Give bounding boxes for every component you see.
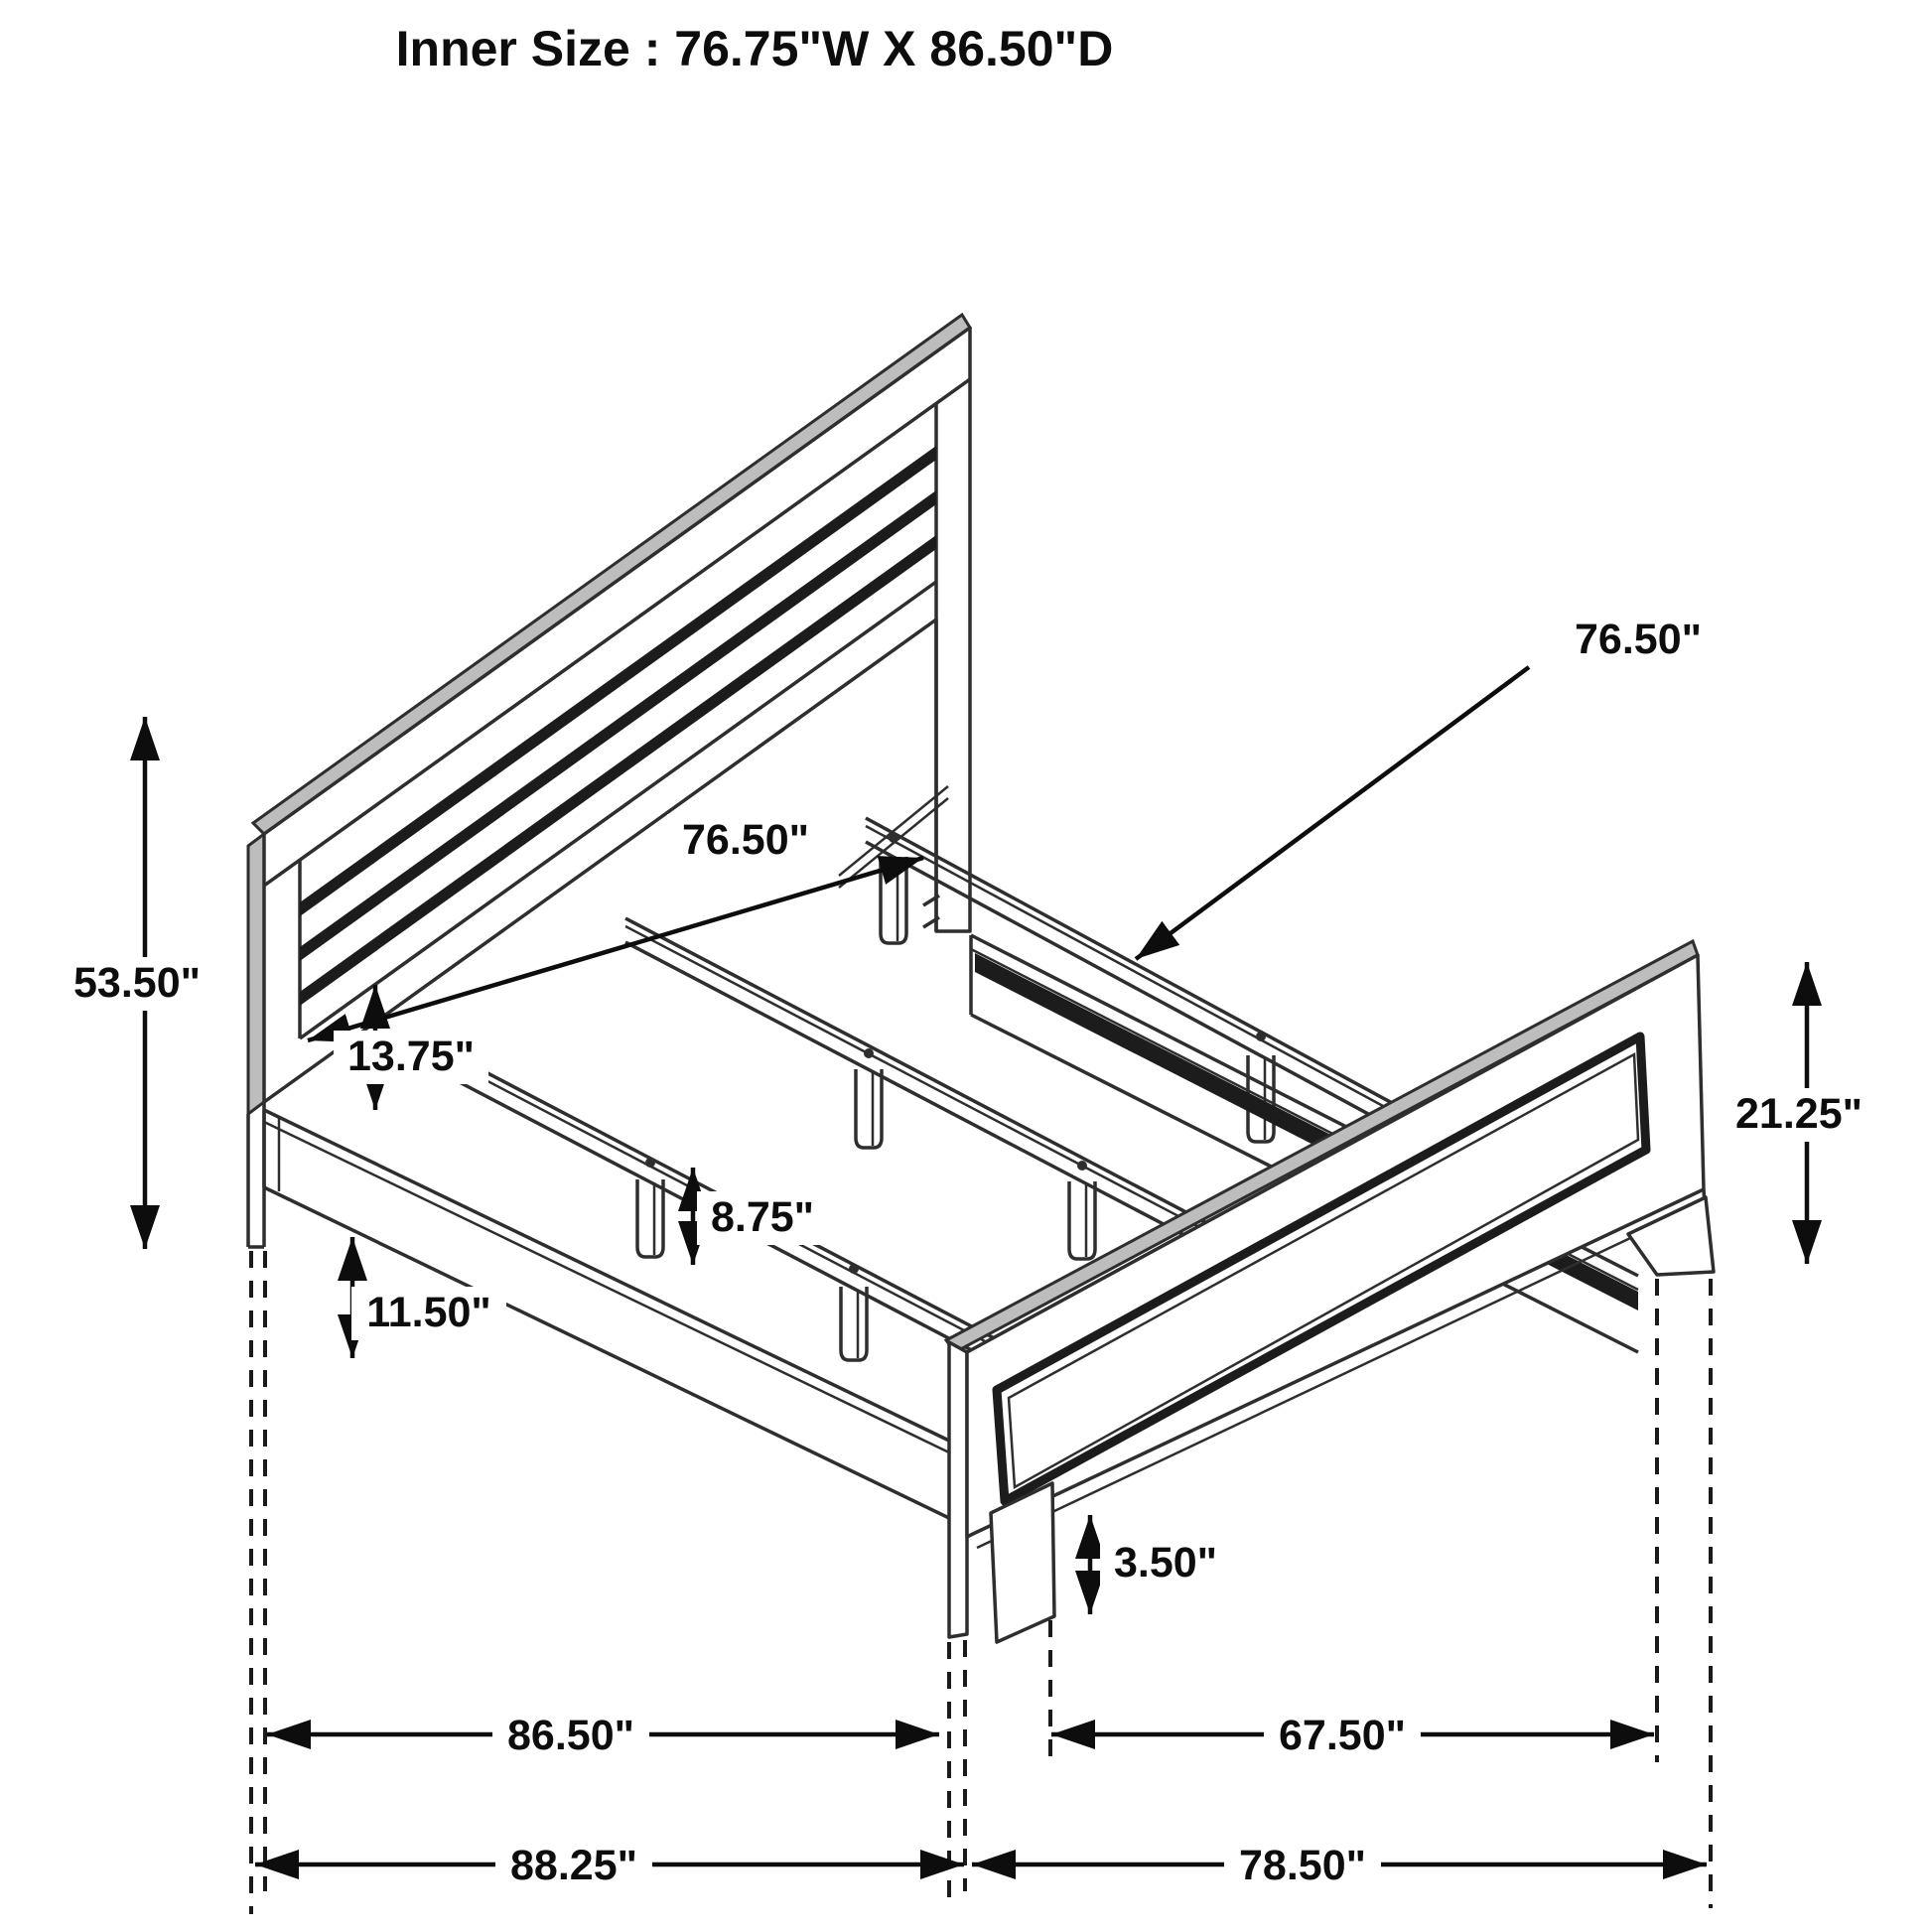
- footboard-foot-left: [991, 1483, 1054, 1642]
- dim-footboard-width-label: 78.50": [1239, 1842, 1366, 1889]
- rail-screw-dot: [849, 1264, 859, 1274]
- footboard-front-face: [967, 955, 1704, 1537]
- headboard-front-face: [264, 328, 970, 1102]
- dim-footboard-height: [1722, 962, 1876, 1264]
- dim-panel-to-rail-label: 13.75": [347, 1033, 475, 1080]
- footboard: [946, 941, 1714, 1642]
- support-leg: [841, 1287, 867, 1360]
- dim-rail-clearance: [351, 1237, 506, 1358]
- dim-footboard-height-label: 21.25": [1735, 1090, 1863, 1138]
- dim-headboard-height-label: 53.50": [73, 959, 201, 1007]
- rail-screw-dot: [1256, 1032, 1266, 1041]
- dim-overall-depth-label: 88.25": [510, 1842, 637, 1889]
- rail-screw-dot: [645, 1158, 655, 1168]
- rail-screw-dot: [864, 1048, 874, 1058]
- headboard: [248, 315, 970, 1247]
- rail-screw-dot: [1077, 1161, 1087, 1171]
- dim-footboard-inner-span-label: 67.50": [1279, 1712, 1406, 1759]
- dim-center-rail-length-label: 76.50": [1575, 616, 1702, 663]
- headboard-side-face: [248, 834, 264, 1114]
- support-leg: [856, 1069, 882, 1148]
- rail-screw-dot: [889, 833, 898, 843]
- dim-overall-depth: [255, 1840, 964, 1893]
- dim-headboard-panel-width-label: 76.50": [682, 816, 809, 864]
- footboard-left-stile: [949, 1342, 967, 1637]
- dim-support-leg-height: [693, 1168, 828, 1265]
- support-leg: [637, 1179, 663, 1257]
- dim-foot-height-label: 3.50": [1113, 1539, 1218, 1587]
- dim-headboard-height: [60, 717, 214, 1249]
- dim-center-rail-length: [1136, 616, 1702, 959]
- dim-rail-length: [267, 1710, 939, 1763]
- dim-foot-height: [1090, 1515, 1231, 1614]
- dim-rail-clearance-label: 11.50": [366, 1289, 491, 1336]
- dim-footboard-inner-span: [1051, 1710, 1654, 1763]
- page-title: Inner Size : 76.75"W X 86.50"D: [395, 21, 1114, 76]
- dim-rail-length-label: 86.50": [507, 1712, 634, 1759]
- dim-footboard-width: [972, 1840, 1707, 1893]
- dim-support-leg-height-label: 8.75": [710, 1193, 815, 1241]
- support-leg: [1069, 1181, 1095, 1259]
